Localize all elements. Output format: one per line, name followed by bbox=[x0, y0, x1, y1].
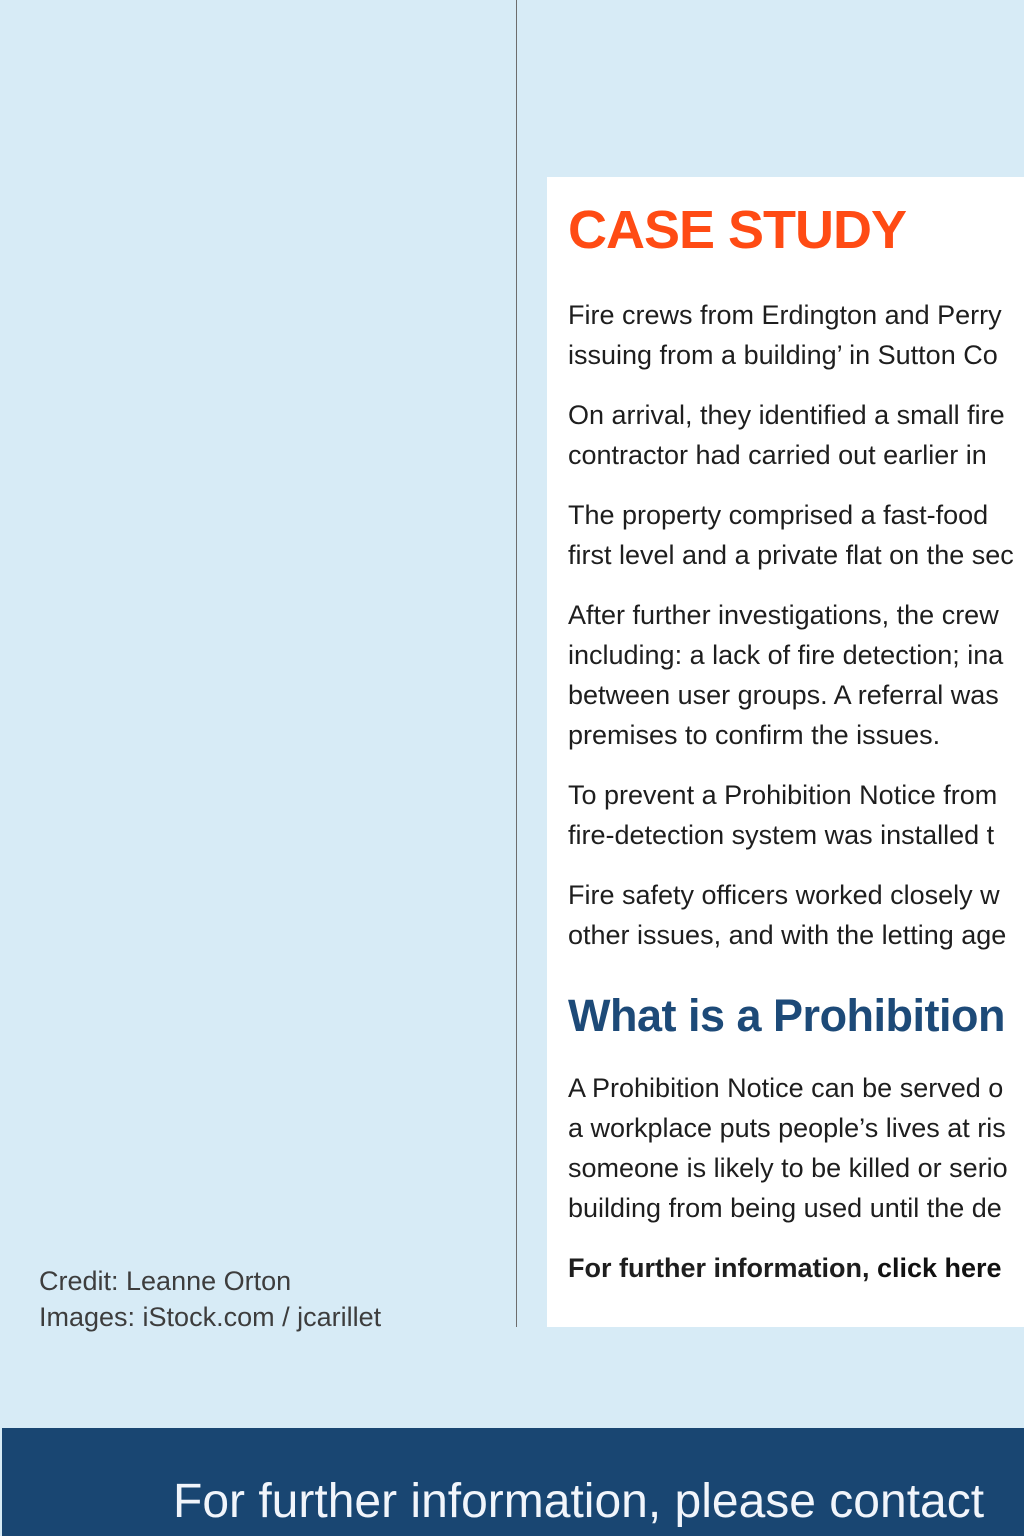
paragraph-line: contractor had carried out earlier in bbox=[568, 440, 987, 470]
paragraph-line: Fire safety officers worked closely w bbox=[568, 880, 1000, 910]
case-study-title: CASE STUDY bbox=[568, 200, 907, 260]
paragraph-line: fire-detection system was installed t bbox=[568, 820, 995, 850]
case-paragraph-2 bbox=[568, 395, 1024, 475]
case-paragraph-4 bbox=[568, 595, 1024, 755]
paragraph-line: The property comprised a fast-food bbox=[568, 500, 989, 530]
case-paragraph-6 bbox=[568, 875, 1024, 955]
paragraph-line: someone is likely to be killed or serio bbox=[568, 1153, 1008, 1183]
paragraph-line: other issues, and with the letting age bbox=[568, 920, 1007, 950]
paragraph-line: including: a lack of fire detection; ina bbox=[568, 640, 1004, 670]
footer-contact-text: For further information, please contact bbox=[173, 1475, 985, 1528]
paragraph-line: Fire crews from Erdington and Perry bbox=[568, 300, 1002, 330]
credit-line: Credit: Leanne Orton bbox=[39, 1266, 292, 1296]
prohibition-subheading: What is a Prohibition bbox=[568, 990, 1005, 1041]
paragraph-line: After further investigations, the crew bbox=[568, 600, 999, 630]
paragraph-line: a workplace puts people’s lives at ris bbox=[568, 1113, 1006, 1143]
credits-block bbox=[39, 1263, 459, 1335]
further-information-line bbox=[568, 1248, 1024, 1288]
paragraph-line: building from being used until the de bbox=[568, 1193, 1002, 1223]
images-credit-line: Images: iStock.com / jcarillet bbox=[39, 1302, 382, 1332]
paragraph-line: issuing from a building’ in Sutton Co bbox=[568, 340, 998, 370]
column-divider bbox=[516, 0, 517, 1327]
further-information-prefix: For further information, bbox=[568, 1253, 877, 1283]
case-paragraph-5 bbox=[568, 775, 1024, 855]
click-here-link[interactable]: click here bbox=[876, 1253, 1002, 1283]
prohibition-paragraph bbox=[568, 1068, 1024, 1228]
footer-contact-bar bbox=[2, 1428, 1024, 1536]
case-paragraph-3 bbox=[568, 495, 1024, 575]
paragraph-line: premises to confirm the issues. bbox=[568, 720, 941, 750]
case-study-card bbox=[547, 177, 1024, 1327]
paragraph-line: To prevent a Prohibition Notice from bbox=[568, 780, 998, 810]
paragraph-line: A Prohibition Notice can be served o bbox=[568, 1073, 1004, 1103]
paragraph-line: On arrival, they identified a small fire bbox=[568, 400, 1005, 430]
case-study-content bbox=[568, 200, 1024, 1288]
case-paragraph-1 bbox=[568, 295, 1024, 375]
paragraph-line: between user groups. A referral was bbox=[568, 680, 999, 710]
paragraph-line: first level and a private flat on the sec bbox=[568, 540, 1014, 570]
